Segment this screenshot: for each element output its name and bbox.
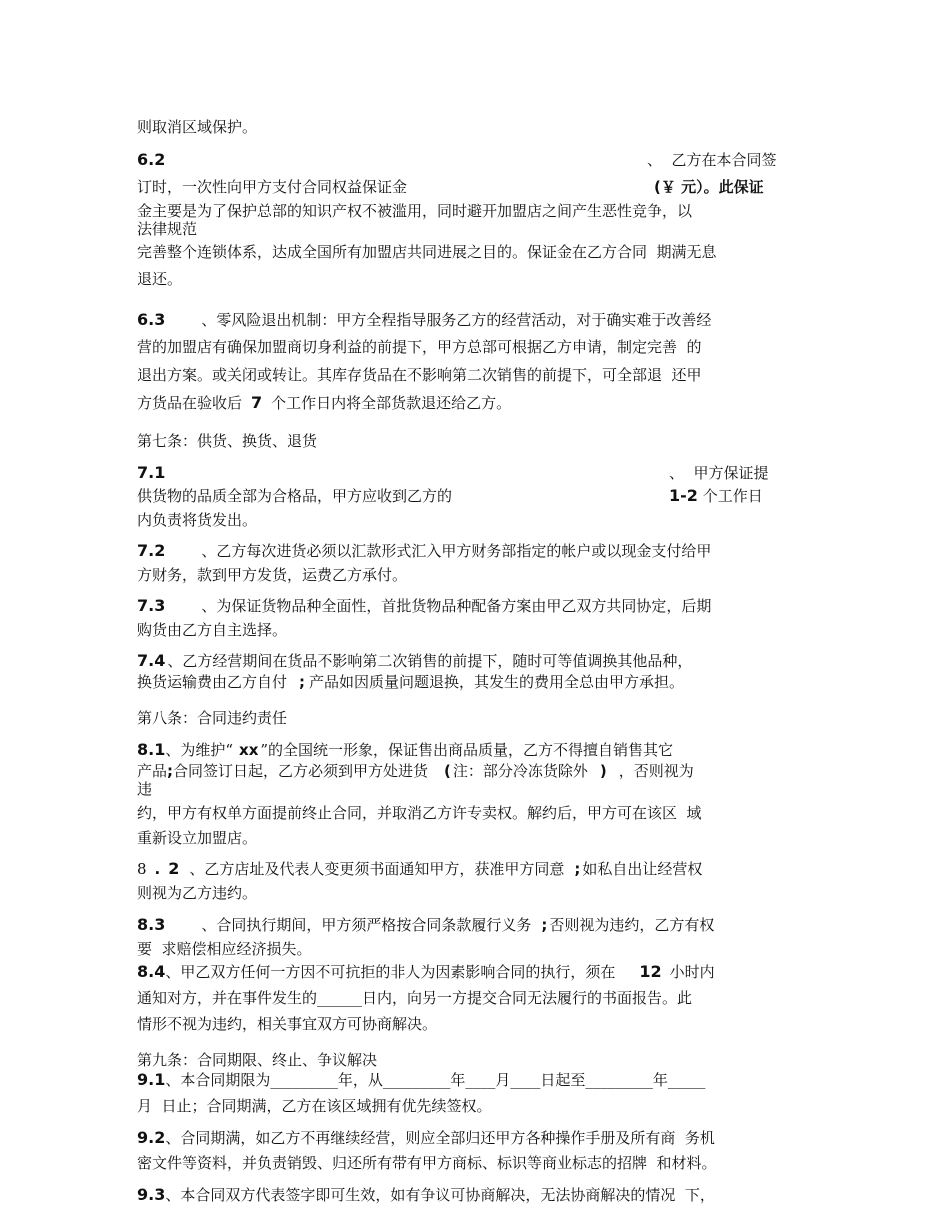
clause-9-3 bbox=[137, 1186, 715, 1204]
line-text: 方货品在验收后 bbox=[137, 394, 243, 412]
line-text: 注：部分冷冻货除外 bbox=[452, 762, 588, 780]
text-line bbox=[137, 220, 197, 238]
line-text: ”的全国统一形象，保证售出商品质量，乙方不得擅自销售其它 bbox=[260, 741, 674, 759]
text-line bbox=[137, 804, 702, 822]
line-text: 违 bbox=[137, 780, 153, 798]
line-text: 供货物的品质全部为合格品，甲方应收到乙方的 bbox=[137, 487, 453, 505]
punctuation-text: ) bbox=[599, 762, 607, 780]
line-text: 、本合同期限为_________年，从_________年____月____日起至_________年_____ bbox=[165, 1071, 706, 1089]
line-text: 法律规范 bbox=[137, 220, 198, 238]
line-text: 金主要是为了保护总部的知识产权不被滥用，同时避开加盟店之间产生恶性竞争，以 bbox=[137, 202, 693, 220]
line-text: 个工作日 bbox=[702, 487, 763, 505]
clause-number: 9.1 bbox=[137, 1070, 166, 1089]
line-text: 情形不视为违约，相关事宜双方可协商解决。 bbox=[137, 1015, 438, 1033]
text-line bbox=[137, 989, 692, 1007]
text-line bbox=[137, 394, 511, 412]
clause-9-2 bbox=[137, 1129, 715, 1147]
clause-7-1 bbox=[137, 464, 797, 482]
clause-number: 7.1 bbox=[137, 463, 166, 482]
text-line bbox=[137, 511, 257, 529]
line-text: 如私自出让经营权 bbox=[582, 860, 703, 878]
line-text: 退还。 bbox=[137, 270, 183, 288]
line-text: 第八条：合同违约责任 bbox=[137, 709, 288, 727]
line-text: 、 甲方保证提 bbox=[669, 464, 769, 482]
punctuation-text: ; bbox=[299, 673, 306, 691]
clause-6-2 bbox=[137, 151, 797, 169]
line-text: 密文件等资料，并负责销毁、归还所有带有甲方商标、标识等商业标志的招牌 和材料。 bbox=[137, 1154, 717, 1172]
line-text: 换货运输费由乙方自付 bbox=[137, 673, 288, 691]
text-line bbox=[137, 338, 702, 356]
line-text: 订时，一次性向甲方支付合同权益保证金 bbox=[137, 178, 408, 196]
line-text: 小时内 bbox=[669, 963, 715, 981]
text-line bbox=[137, 270, 182, 288]
clause-number: 8.1 bbox=[137, 740, 166, 759]
line-text: 营的加盟店有确保加盟商切身利益的前提下，甲方总部可根据乙方申请，制定完善 的 bbox=[137, 338, 702, 356]
text-line bbox=[137, 118, 257, 136]
line-text: 否则视为违约，乙方有权 bbox=[549, 916, 715, 934]
punctuation-text: . bbox=[154, 860, 161, 878]
text-line bbox=[137, 780, 152, 798]
text-line bbox=[137, 566, 407, 584]
clause-9-1 bbox=[137, 1071, 705, 1089]
line-text: 产品如因质量问题退换，其发生的费用全总由甲方承担。 bbox=[309, 673, 685, 691]
line-text: 内负责将货发出。 bbox=[137, 511, 258, 529]
number-text: 1-2 bbox=[669, 486, 698, 505]
text-line bbox=[137, 621, 287, 639]
clause-6-3 bbox=[137, 311, 711, 329]
punctuation-text: ; bbox=[574, 860, 581, 878]
line-text: (￥ 元）。此保证 bbox=[654, 178, 764, 196]
line-text: 方财务，款到甲方发货，运费乙方承付。 bbox=[137, 566, 408, 584]
line-text: 、乙方经营期间在货品不影响第二次销售的前提下，随时可等值调换其他品种， bbox=[167, 652, 693, 670]
clause-8-3 bbox=[137, 916, 714, 934]
line-text: 第九条：合同期限、终止、争议解决 bbox=[137, 1051, 378, 1069]
clause-number: 8.4 bbox=[137, 962, 166, 981]
clause-number: 8 bbox=[137, 860, 147, 878]
clause-number: 6.3 bbox=[137, 310, 166, 329]
text-line bbox=[137, 829, 257, 847]
clause-8-2 bbox=[137, 860, 702, 878]
line-text: 第七条：供货、换货、退货 bbox=[137, 432, 318, 450]
clause-8-1 bbox=[137, 741, 673, 759]
text-line bbox=[137, 243, 717, 261]
line-text: 、合同期满，如乙方不再继续经营，则应全部归还甲方各种操作手册及所有商 务机 bbox=[165, 1129, 715, 1147]
text-line bbox=[137, 1015, 437, 1033]
number-text: 7 bbox=[251, 393, 263, 412]
line-text: 、乙方每次进货必须以汇款形式汇入甲方财务部指定的帐户或以现金支付给甲 bbox=[201, 542, 712, 560]
text-line bbox=[137, 940, 312, 958]
line-text: 、为维护“ bbox=[165, 741, 234, 759]
line-text: 重新设立加盟店。 bbox=[137, 829, 258, 847]
text-line bbox=[137, 487, 797, 505]
punctuation-text: ( bbox=[444, 762, 451, 780]
line-text: 、本合同双方代表签字即可生效，如有争议可协商解决，无法协商解决的情况 下， bbox=[165, 1186, 715, 1204]
text-line bbox=[137, 884, 257, 902]
section-heading-8 bbox=[137, 709, 287, 727]
text-line bbox=[137, 1097, 492, 1115]
line-text: 、零风险退出机制：甲方全程指导服务乙方的经营活动，对于确实难于改善经 bbox=[201, 311, 712, 329]
text-line bbox=[137, 366, 702, 384]
line-text: 购货由乙方自主选择。 bbox=[137, 621, 288, 639]
line-text: 、甲乙双方任何一方因不可抗拒的非人为因素影响合同的执行，须在 bbox=[165, 963, 616, 981]
clause-number: 8.3 bbox=[137, 915, 166, 934]
number-text: 12 bbox=[639, 962, 662, 981]
clause-number: 9.2 bbox=[137, 1128, 166, 1147]
line-text: 则取消区域保护。 bbox=[137, 118, 258, 136]
line-text: 、为保证货物品种全面性，首批货物品种配备方案由甲乙双方共同协定，后期 bbox=[201, 597, 712, 615]
line-text: 、乙方店址及代表人变更须书面通知甲方，获准甲方同意 bbox=[189, 860, 565, 878]
clause-8-4 bbox=[137, 963, 715, 981]
clause-7-2 bbox=[137, 542, 711, 560]
line-text: 产品 bbox=[137, 762, 168, 780]
line-text: 合同签订日起，乙方必须到甲方处进货 bbox=[173, 762, 429, 780]
punctuation-text: ; bbox=[167, 762, 174, 780]
text-line bbox=[137, 178, 797, 196]
text-line bbox=[137, 762, 694, 780]
line-text: 、 乙方在本合同签 bbox=[647, 151, 777, 169]
section-heading-7 bbox=[137, 432, 317, 450]
clause-number: 7.3 bbox=[137, 596, 166, 615]
clause-number: 2 bbox=[168, 859, 180, 878]
section-heading-9 bbox=[137, 1051, 377, 1069]
clause-number: 6.2 bbox=[137, 150, 166, 169]
text-line bbox=[137, 1154, 717, 1172]
line-text: 通知对方，并在事件发生的______日内，向另一方提交合同无法履行的书面报告。此 bbox=[137, 989, 693, 1007]
clause-number: 7.2 bbox=[137, 541, 166, 560]
line-text: 个工作日内将全部货款退还给乙方。 bbox=[271, 394, 512, 412]
clause-number: 9.3 bbox=[137, 1185, 166, 1204]
clause-7-4 bbox=[137, 652, 692, 670]
line-text: 要 求赔偿相应经济损失。 bbox=[137, 940, 312, 958]
line-text: ，否则视为 bbox=[618, 762, 694, 780]
text-line bbox=[137, 673, 684, 691]
clause-7-3 bbox=[137, 597, 711, 615]
text-line bbox=[137, 202, 692, 220]
line-text: 退出方案。或关闭或转让。其库存货品在不影响第二次销售的前提下，可全部退 还甲 bbox=[137, 366, 702, 384]
line-text: 、合同执行期间，甲方须严格按合同条款履行义务 bbox=[201, 916, 532, 934]
line-text: 完善整个连锁体系，达成全国所有加盟店共同进展之目的。保证金在乙方合同 期满无息 bbox=[137, 243, 717, 261]
clause-number: 7.4 bbox=[137, 651, 166, 670]
punctuation-text: ; bbox=[541, 916, 548, 934]
line-text: 月 日止；合同期满，乙方在该区域拥有优先续签权。 bbox=[137, 1097, 492, 1115]
line-text: 则视为乙方违约。 bbox=[137, 884, 258, 902]
line-text: xx bbox=[239, 741, 259, 759]
line-text: 约，甲方有权单方面提前终止合同，并取消乙方许专卖权。解约后，甲方可在该区 域 bbox=[137, 804, 702, 822]
